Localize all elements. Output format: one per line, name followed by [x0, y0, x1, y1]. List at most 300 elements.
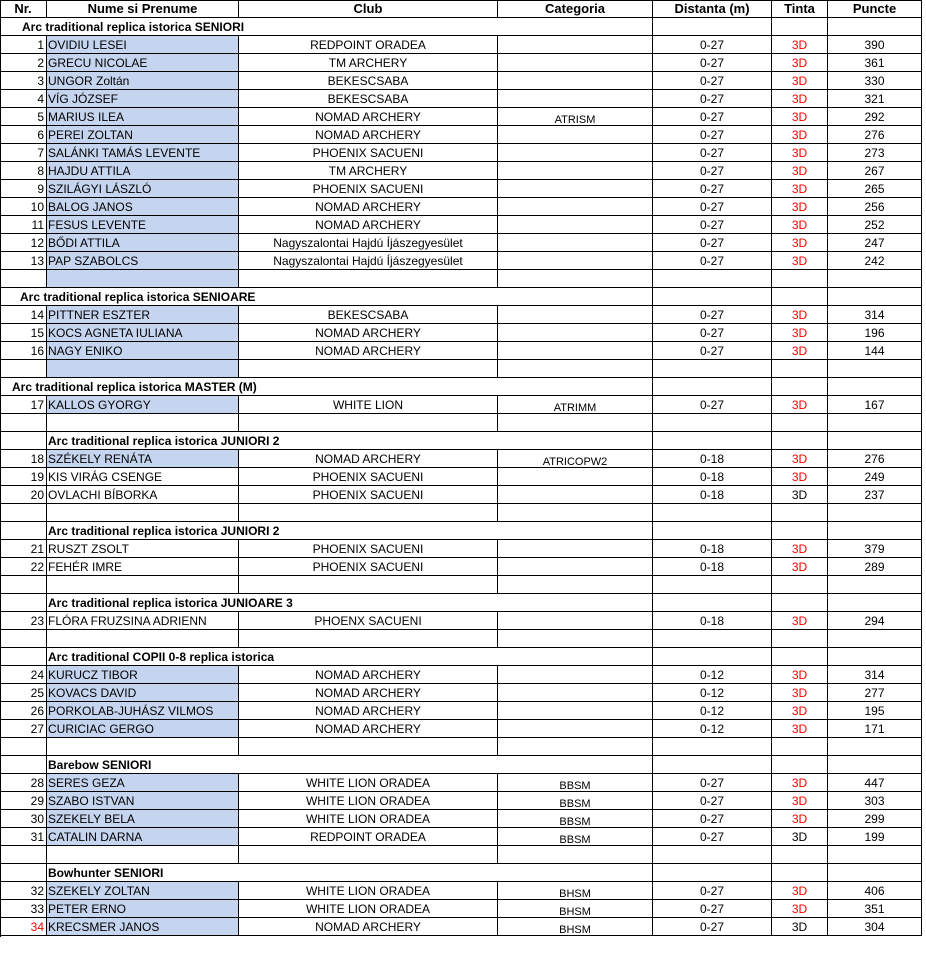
section-header-row — [0, 18, 922, 36]
row-name: KOVACS DAVID — [47, 684, 239, 702]
row-categoria — [498, 180, 653, 198]
row-name: SZÉKELY RENÁTA — [47, 450, 239, 468]
section-cell — [0, 648, 47, 666]
row-categoria-code: BHSM — [559, 888, 591, 900]
section-cell — [828, 756, 922, 774]
row-club: PHOENX SACUENI — [239, 612, 498, 630]
section-cell — [653, 432, 772, 450]
blank-row — [0, 270, 922, 288]
row-puncte: 252 — [828, 216, 922, 234]
row-club: BEKESCSABA — [239, 72, 498, 90]
table-row — [0, 666, 922, 684]
section-cell — [653, 288, 772, 306]
blank-cell — [0, 738, 47, 756]
row-categoria — [498, 306, 653, 324]
blank-row — [0, 414, 922, 432]
row-name: PORKOLAB-JUHÁSZ VILMOS — [47, 702, 239, 720]
row-categoria-code: ATRICOPW2 — [542, 456, 608, 468]
row-categoria — [498, 396, 653, 414]
table-row — [0, 198, 922, 216]
table-row — [0, 180, 922, 198]
row-name: CURICIAC GERGO — [47, 720, 239, 738]
row-categoria — [498, 828, 653, 846]
row-tinta: 3D — [772, 72, 828, 90]
blank-cell — [47, 630, 239, 648]
row-categoria — [498, 144, 653, 162]
row-tinta: 3D — [772, 792, 828, 810]
row-tinta: 3D — [772, 162, 828, 180]
section-cell — [498, 864, 653, 882]
section-title: Arc traditional replica istorica SENIORI — [22, 20, 245, 34]
row-club: NOMAD ARCHERY — [239, 216, 498, 234]
section-cell — [498, 522, 653, 540]
blank-cell — [47, 504, 239, 522]
blank-cell — [0, 576, 47, 594]
row-name: FEHÉR IMRE — [47, 558, 239, 576]
blank-cell — [772, 504, 828, 522]
section-title: Arc traditional replica istorica MASTER (M) — [12, 380, 257, 394]
row-puncte: 144 — [828, 342, 922, 360]
row-categoria — [498, 612, 653, 630]
table-row — [0, 810, 922, 828]
row-nr: 31 — [0, 828, 47, 846]
blank-cell — [498, 270, 653, 288]
section-cell — [0, 522, 47, 540]
blank-cell — [653, 504, 772, 522]
row-distanta: 0-27 — [653, 162, 772, 180]
row-club: NOMAD ARCHERY — [239, 324, 498, 342]
row-distanta: 0-27 — [653, 900, 772, 918]
row-distanta: 0-18 — [653, 540, 772, 558]
row-club: TM ARCHERY — [239, 162, 498, 180]
row-club: PHOENIX SACUENI — [239, 486, 498, 504]
row-categoria — [498, 540, 653, 558]
blank-cell — [498, 360, 653, 378]
section-header-row — [0, 432, 922, 450]
blank-cell — [828, 846, 922, 864]
row-nr: 12 — [0, 234, 47, 252]
header-puncte: Puncte — [828, 0, 922, 18]
row-nr: 20 — [0, 486, 47, 504]
row-name: SZABO ISTVAN — [47, 792, 239, 810]
section-cell — [498, 648, 653, 666]
table-row — [0, 468, 922, 486]
section-cell — [0, 432, 47, 450]
row-tinta: 3D — [772, 900, 828, 918]
row-nr: 16 — [0, 342, 47, 360]
section-cell — [828, 594, 922, 612]
row-tinta: 3D — [772, 36, 828, 54]
row-nr: 8 — [0, 162, 47, 180]
row-puncte: 304 — [828, 918, 922, 936]
row-distanta: 0-18 — [653, 468, 772, 486]
row-club: WHITE LION ORADEA — [239, 774, 498, 792]
row-name: MARIUS ILEA — [47, 108, 239, 126]
row-club: BEKESCSABA — [239, 306, 498, 324]
blank-cell — [653, 846, 772, 864]
row-categoria — [498, 216, 653, 234]
row-distanta: 0-27 — [653, 54, 772, 72]
row-name: CATALIN DARNA — [47, 828, 239, 846]
row-distanta: 0-27 — [653, 828, 772, 846]
row-tinta: 3D — [772, 882, 828, 900]
row-tinta: 3D — [772, 828, 828, 846]
row-club: PHOENIX SACUENI — [239, 180, 498, 198]
section-cell — [828, 18, 922, 36]
table-row — [0, 702, 922, 720]
row-club: WHITE LION ORADEA — [239, 810, 498, 828]
section-header-row — [0, 756, 922, 774]
row-nr: 2 — [0, 54, 47, 72]
blank-cell — [772, 630, 828, 648]
section-cell — [772, 864, 828, 882]
row-tinta: 3D — [772, 342, 828, 360]
section-cell — [498, 756, 653, 774]
row-distanta: 0-27 — [653, 324, 772, 342]
table-row — [0, 450, 922, 468]
section-cell — [498, 18, 653, 36]
row-distanta: 0-27 — [653, 234, 772, 252]
table-row — [0, 72, 922, 90]
blank-cell — [828, 270, 922, 288]
row-categoria-code: BBSM — [559, 780, 591, 792]
row-nr: 24 — [0, 666, 47, 684]
row-tinta: 3D — [772, 468, 828, 486]
row-nr: 30 — [0, 810, 47, 828]
section-cell — [653, 648, 772, 666]
section-cell — [772, 432, 828, 450]
row-name: UNGOR Zoltán — [47, 72, 239, 90]
blank-cell — [47, 738, 239, 756]
table-row — [0, 126, 922, 144]
row-distanta: 0-27 — [653, 198, 772, 216]
table-row — [0, 144, 922, 162]
row-name: NAGY ENIKO — [47, 342, 239, 360]
row-nr: 32 — [0, 882, 47, 900]
row-club: NOMAD ARCHERY — [239, 702, 498, 720]
row-name: OVLACHI BÍBORKA — [47, 486, 239, 504]
blank-cell — [653, 738, 772, 756]
row-puncte: 256 — [828, 198, 922, 216]
section-cell — [239, 288, 498, 306]
blank-cell — [828, 414, 922, 432]
header-club: Club — [239, 0, 498, 18]
row-categoria — [498, 450, 653, 468]
blank-cell — [498, 630, 653, 648]
table-row — [0, 828, 922, 846]
section-title: Arc traditional COPII 0-8 replica istorica — [48, 650, 275, 664]
row-tinta: 3D — [772, 612, 828, 630]
row-club: TM ARCHERY — [239, 54, 498, 72]
row-puncte: 273 — [828, 144, 922, 162]
row-name: KRECSMER JANOS — [47, 918, 239, 936]
row-nr: 19 — [0, 468, 47, 486]
blank-cell — [498, 504, 653, 522]
row-distanta: 0-27 — [653, 396, 772, 414]
table-row — [0, 918, 922, 936]
table-row — [0, 540, 922, 558]
blank-row — [0, 576, 922, 594]
section-cell — [239, 648, 498, 666]
row-puncte: 330 — [828, 72, 922, 90]
table-row — [0, 612, 922, 630]
row-categoria — [498, 342, 653, 360]
row-puncte: 294 — [828, 612, 922, 630]
row-nr: 21 — [0, 540, 47, 558]
section-cell — [239, 378, 498, 396]
row-name: PETER ERNO — [47, 900, 239, 918]
section-header-row — [0, 864, 922, 882]
row-categoria-code: BHSM — [559, 906, 591, 918]
row-distanta: 0-12 — [653, 666, 772, 684]
blank-cell — [772, 360, 828, 378]
row-name: FESUS LEVENTE — [47, 216, 239, 234]
row-distanta: 0-18 — [653, 450, 772, 468]
row-distanta: 0-27 — [653, 216, 772, 234]
row-nr: 5 — [0, 108, 47, 126]
row-puncte: 276 — [828, 450, 922, 468]
section-cell — [653, 378, 772, 396]
row-categoria — [498, 792, 653, 810]
row-nr: 29 — [0, 792, 47, 810]
section-cell — [239, 864, 498, 882]
row-categoria-code: BHSM — [559, 924, 591, 936]
section-cell — [772, 378, 828, 396]
row-puncte: 171 — [828, 720, 922, 738]
row-distanta: 0-18 — [653, 558, 772, 576]
section-cell — [653, 864, 772, 882]
row-tinta: 3D — [772, 702, 828, 720]
row-puncte: 379 — [828, 540, 922, 558]
section-cell — [772, 594, 828, 612]
table-row — [0, 486, 922, 504]
table-row — [0, 324, 922, 342]
header-row — [0, 0, 922, 18]
row-tinta: 3D — [772, 234, 828, 252]
row-distanta: 0-27 — [653, 342, 772, 360]
blank-cell — [239, 360, 498, 378]
blank-row — [0, 360, 922, 378]
blank-cell — [653, 270, 772, 288]
row-puncte: 237 — [828, 486, 922, 504]
row-tinta: 3D — [772, 486, 828, 504]
row-nr: 25 — [0, 684, 47, 702]
row-distanta: 0-27 — [653, 108, 772, 126]
section-cell — [498, 432, 653, 450]
table-row — [0, 54, 922, 72]
row-categoria — [498, 324, 653, 342]
section-cell — [653, 522, 772, 540]
table-row — [0, 774, 922, 792]
row-club: NOMAD ARCHERY — [239, 108, 498, 126]
row-nr: 1 — [0, 36, 47, 54]
row-tinta: 3D — [772, 324, 828, 342]
row-puncte: 249 — [828, 468, 922, 486]
blank-cell — [498, 576, 653, 594]
row-puncte: 277 — [828, 684, 922, 702]
blank-cell — [828, 504, 922, 522]
row-puncte: 447 — [828, 774, 922, 792]
row-nr: 3 — [0, 72, 47, 90]
row-tinta: 3D — [772, 198, 828, 216]
row-nr: 22 — [0, 558, 47, 576]
row-tinta: 3D — [772, 180, 828, 198]
row-club: BEKESCSABA — [239, 90, 498, 108]
section-title: Barebow SENIORI — [48, 758, 152, 772]
row-name: BŐDI ATTILA — [47, 234, 239, 252]
section-header-row — [0, 378, 922, 396]
row-club: WHITE LION ORADEA — [239, 792, 498, 810]
section-cell — [498, 378, 653, 396]
row-club: NOMAD ARCHERY — [239, 666, 498, 684]
blank-cell — [0, 846, 47, 864]
blank-cell — [47, 576, 239, 594]
row-distanta: 0-27 — [653, 810, 772, 828]
row-name: PITTNER ESZTER — [47, 306, 239, 324]
row-name: VÍG JÓZSEF — [47, 90, 239, 108]
blank-cell — [0, 360, 47, 378]
row-club: REDPOINT ORADEA — [239, 828, 498, 846]
row-distanta: 0-18 — [653, 612, 772, 630]
section-title: Arc traditional replica istorica JUNIOARE 3 — [48, 596, 293, 610]
section-cell — [772, 288, 828, 306]
section-header-row — [0, 594, 922, 612]
section-cell — [772, 522, 828, 540]
table-row — [0, 720, 922, 738]
row-club: NOMAD ARCHERY — [239, 684, 498, 702]
blank-cell — [772, 270, 828, 288]
row-puncte: 276 — [828, 126, 922, 144]
row-name: HAJDU ATTILA — [47, 162, 239, 180]
row-categoria — [498, 234, 653, 252]
blank-cell — [0, 414, 47, 432]
row-nr: 11 — [0, 216, 47, 234]
row-puncte: 406 — [828, 882, 922, 900]
header-distanta: Distanta (m) — [653, 0, 772, 18]
blank-cell — [239, 576, 498, 594]
section-cell — [498, 594, 653, 612]
section-cell — [828, 378, 922, 396]
row-distanta: 0-12 — [653, 702, 772, 720]
row-puncte: 390 — [828, 36, 922, 54]
table-row — [0, 342, 922, 360]
row-tinta: 3D — [772, 666, 828, 684]
row-puncte: 292 — [828, 108, 922, 126]
row-distanta: 0-27 — [653, 90, 772, 108]
row-puncte: 289 — [828, 558, 922, 576]
blank-cell — [239, 504, 498, 522]
blank-cell — [47, 360, 239, 378]
row-name: KALLOS GYORGY — [47, 396, 239, 414]
blank-cell — [239, 270, 498, 288]
blank-cell — [828, 576, 922, 594]
row-name: PAP SZABOLCS — [47, 252, 239, 270]
row-name: KURUCZ TIBOR — [47, 666, 239, 684]
row-tinta: 3D — [772, 54, 828, 72]
section-cell — [828, 288, 922, 306]
row-nr: 28 — [0, 774, 47, 792]
row-puncte: 314 — [828, 306, 922, 324]
row-categoria-code: BBSM — [559, 816, 591, 828]
section-title: Arc traditional replica istorica JUNIORI 2 — [48, 434, 280, 448]
row-puncte: 196 — [828, 324, 922, 342]
row-categoria — [498, 918, 653, 936]
row-name: FLÓRA FRUZSINA ADRIENN — [47, 612, 239, 630]
row-tinta: 3D — [772, 684, 828, 702]
section-cell — [772, 648, 828, 666]
row-puncte: 265 — [828, 180, 922, 198]
row-categoria — [498, 666, 653, 684]
row-nr: 27 — [0, 720, 47, 738]
section-cell — [828, 648, 922, 666]
row-nr: 17 — [0, 396, 47, 414]
blank-row — [0, 846, 922, 864]
row-club: PHOENIX SACUENI — [239, 558, 498, 576]
row-categoria-code: ATRISM — [554, 114, 596, 126]
row-puncte: 299 — [828, 810, 922, 828]
blank-row — [0, 630, 922, 648]
section-cell — [828, 432, 922, 450]
row-club: WHITE LION — [239, 396, 498, 414]
table-row — [0, 900, 922, 918]
blank-cell — [47, 270, 239, 288]
row-puncte: 167 — [828, 396, 922, 414]
blank-cell — [828, 630, 922, 648]
table-row — [0, 882, 922, 900]
blank-cell — [653, 630, 772, 648]
row-tinta: 3D — [772, 450, 828, 468]
row-distanta: 0-27 — [653, 774, 772, 792]
row-categoria — [498, 36, 653, 54]
section-cell — [239, 756, 498, 774]
row-distanta: 0-27 — [653, 918, 772, 936]
section-cell — [772, 18, 828, 36]
row-categoria — [498, 126, 653, 144]
row-categoria — [498, 90, 653, 108]
row-categoria — [498, 720, 653, 738]
row-categoria-code: ATRIMM — [553, 402, 597, 414]
row-club: NOMAD ARCHERY — [239, 720, 498, 738]
table-row — [0, 162, 922, 180]
row-nr: 10 — [0, 198, 47, 216]
table-row — [0, 558, 922, 576]
row-tinta: 3D — [772, 558, 828, 576]
blank-cell — [498, 846, 653, 864]
section-cell — [0, 756, 47, 774]
row-name: SERES GEZA — [47, 774, 239, 792]
header-nr: Nr. — [0, 0, 47, 18]
table-row — [0, 234, 922, 252]
section-title: Arc traditional replica istorica SENIOARE — [20, 290, 256, 304]
row-categoria — [498, 486, 653, 504]
blank-row — [0, 504, 922, 522]
row-club: NOMAD ARCHERY — [239, 450, 498, 468]
section-cell — [498, 288, 653, 306]
row-distanta: 0-27 — [653, 36, 772, 54]
blank-cell — [47, 846, 239, 864]
table-row — [0, 306, 922, 324]
row-categoria — [498, 54, 653, 72]
table-row — [0, 684, 922, 702]
row-categoria — [498, 702, 653, 720]
blank-cell — [772, 576, 828, 594]
row-puncte: 303 — [828, 792, 922, 810]
row-club: PHOENIX SACUENI — [239, 468, 498, 486]
row-nr: 15 — [0, 324, 47, 342]
row-distanta: 0-27 — [653, 72, 772, 90]
section-cell — [828, 864, 922, 882]
row-puncte: 195 — [828, 702, 922, 720]
